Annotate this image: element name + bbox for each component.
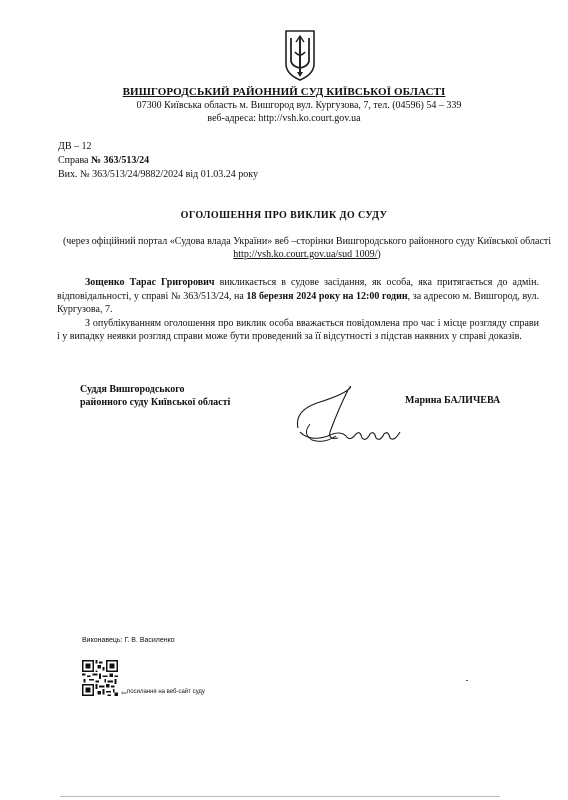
case-label: Справа <box>58 155 91 166</box>
notice-title: ОГОЛОШЕННЯ ПРО ВИКЛИК ДО СУДУ <box>180 210 388 221</box>
judge-line-2: районного суду Київської області <box>80 397 231 408</box>
scan-speck <box>466 680 468 681</box>
hearing-datetime: 18 березня 2024 року на 12:00 годин <box>246 290 408 302</box>
portal-text: (через офіційний портал «Судова влада України» веб –сторінки Вишгородського районного суду Київської області <box>62 236 552 247</box>
portal-text-end: ) <box>377 249 381 260</box>
summons-paragraph <box>57 276 539 317</box>
outgoing-number: Вих. № 363/513/24/9882/2024 від 01.03.24 року <box>58 169 258 180</box>
coat-of-arms-icon <box>283 28 317 82</box>
judge-line-1: Суддя Вишгородського <box>80 384 185 395</box>
case-number-value: № 363/513/24 <box>91 155 150 166</box>
qr-caption: посилання на веб-сайт суду <box>127 689 205 695</box>
scan-edge-line <box>60 796 500 797</box>
judge-title <box>80 383 230 409</box>
court-address: 07300 Київська область м. Вишгород вул. Кургузова, 7, тел. (04596) 54 – 339 <box>136 100 462 111</box>
handwritten-signature <box>290 380 420 455</box>
consequence-paragraph: З опублікуванням оголошення про виклик особа вважається повідомлена про час і місце розгляду справи і у випадку неявки розгляд справи може бути проведений за її відсутності з підстав наявних у справі доказів. <box>57 317 539 342</box>
court-website: веб-адреса: http://vsh.ko.court.gov.ua <box>207 113 361 124</box>
qr-code-icon <box>82 660 118 696</box>
portal-link[interactable]: http://vsh.ko.court.gov.ua/sud 1009/ <box>233 249 378 260</box>
qr-arrow-icon: ⇦ <box>121 690 127 697</box>
summons-text: викликається в судове засідання, як особа, яка притягається до адмін. відповідальності, у справі № 363/513/24, на <box>57 277 539 302</box>
judge-name: Марина БАЛИЧЕВА <box>405 395 501 406</box>
form-code: ДВ – 12 <box>58 141 92 152</box>
court-name: ВИШГОРОДСЬКИЙ РАЙОННИЙ СУД КИЇВСЬКОЇ ОБЛАСТІ <box>122 86 446 98</box>
notice-body <box>57 276 539 344</box>
case-number <box>58 155 149 166</box>
hearing-address: , за адресою м. Вишгород, вул. Кургузова, 7. <box>57 290 539 315</box>
summoned-person: Зощенко Тарас Григорович <box>85 277 215 288</box>
executor-note: Виконавець: Г. В. Василенко <box>82 637 175 644</box>
portal-note <box>60 235 554 261</box>
